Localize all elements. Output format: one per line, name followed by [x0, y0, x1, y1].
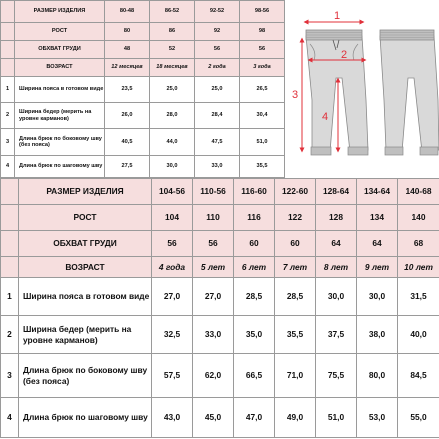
value-cell: 27,0	[152, 278, 193, 316]
size-cell: 110-56	[193, 179, 234, 205]
age-row	[1, 59, 285, 77]
row-label: Длина брюк по боковому шву (без пояса)	[19, 354, 152, 398]
size-cell: 116-60	[234, 179, 275, 205]
value-cell: 25,0	[195, 77, 240, 103]
value-cell: 23,5	[105, 77, 150, 103]
height-row	[1, 23, 285, 41]
row-label: Длина брюк по шаговому шву	[19, 398, 152, 438]
size-cell: 104-56	[152, 179, 193, 205]
measure-row	[1, 316, 439, 354]
big-size-table	[0, 178, 439, 438]
marker-2: 2	[341, 49, 348, 61]
value-cell: 26,5	[240, 77, 285, 103]
height-label: РОСТ	[15, 23, 105, 41]
height-cell: 140	[398, 205, 439, 231]
size-cell: 92-52	[195, 1, 240, 23]
chest-cell: 56	[240, 41, 285, 59]
row-number: 4	[1, 398, 19, 438]
row-number: 4	[1, 156, 15, 178]
value-cell: 30,4	[240, 103, 285, 129]
small-size-table	[0, 0, 285, 178]
measure-row	[1, 354, 439, 398]
value-cell: 57,5	[152, 354, 193, 398]
value-cell: 43,0	[152, 398, 193, 438]
value-cell: 28,4	[195, 103, 240, 129]
chest-cell: 56	[193, 231, 234, 257]
value-cell: 75,5	[316, 354, 357, 398]
chest-label: ОБХВАТ ГРУДИ	[19, 231, 152, 257]
value-cell: 32,5	[152, 316, 193, 354]
value-cell: 35,5	[275, 316, 316, 354]
row-number: 2	[1, 103, 15, 129]
row-label: Ширина пояса в готовом виде	[15, 77, 105, 103]
value-cell: 28,5	[234, 278, 275, 316]
value-cell: 31,5	[398, 278, 439, 316]
height-cell: 116	[234, 205, 275, 231]
age-cell: 4 года	[152, 257, 193, 278]
value-cell: 71,0	[275, 354, 316, 398]
chest-cell: 60	[234, 231, 275, 257]
age-cell: 9 лет	[357, 257, 398, 278]
age-cell: 2 года	[195, 59, 240, 77]
size-cell: 98-56	[240, 1, 285, 23]
row-number: 2	[1, 316, 19, 354]
size-cell: 122-60	[275, 179, 316, 205]
value-cell: 51,0	[316, 398, 357, 438]
age-cell: 10 лет	[398, 257, 439, 278]
value-cell: 62,0	[193, 354, 234, 398]
measure-row	[1, 398, 439, 438]
size-cell: 80-48	[105, 1, 150, 23]
value-cell: 44,0	[150, 129, 195, 156]
height-cell: 110	[193, 205, 234, 231]
chest-cell: 48	[105, 41, 150, 59]
chest-cell: 56	[195, 41, 240, 59]
value-cell: 45,0	[193, 398, 234, 438]
row-number: 1	[1, 278, 19, 316]
height-cell: 98	[240, 23, 285, 41]
height-cell: 122	[275, 205, 316, 231]
value-cell: 80,0	[357, 354, 398, 398]
value-cell: 84,5	[398, 354, 439, 398]
front-pants-icon	[306, 30, 368, 155]
value-cell: 40,0	[398, 316, 439, 354]
value-cell: 27,5	[105, 156, 150, 178]
chest-cell: 68	[398, 231, 439, 257]
height-cell: 104	[152, 205, 193, 231]
row-label: Ширина бедер (мерить на уровне карманов)	[15, 103, 105, 129]
age-cell: 18 месяцев	[150, 59, 195, 77]
age-label: ВОЗРАСТ	[19, 257, 152, 278]
row-number: 3	[1, 129, 15, 156]
size-cell: 140-68	[398, 179, 439, 205]
value-cell: 33,0	[195, 156, 240, 178]
value-cell: 66,5	[234, 354, 275, 398]
height-cell: 80	[105, 23, 150, 41]
size-header-label: РАЗМЕР ИЗДЕЛИЯ	[19, 179, 152, 205]
pants-diagram	[284, 0, 439, 178]
age-cell: 12 месяцев	[105, 59, 150, 77]
row-label: Длина брюк по боковому шву (без пояса)	[15, 129, 105, 156]
height-cell: 128	[316, 205, 357, 231]
size-header-label: РАЗМЕР ИЗДЕЛИЯ	[15, 1, 105, 23]
value-cell: 25,0	[150, 77, 195, 103]
measure-row	[1, 156, 285, 178]
value-cell: 37,5	[316, 316, 357, 354]
value-cell: 28,5	[275, 278, 316, 316]
value-cell: 55,0	[398, 398, 439, 438]
size-cell: 128-64	[316, 179, 357, 205]
value-cell: 35,5	[240, 156, 285, 178]
size-cell: 86-52	[150, 1, 195, 23]
value-cell: 47,5	[195, 129, 240, 156]
row-number: 1	[1, 77, 15, 103]
value-cell: 47,0	[234, 398, 275, 438]
value-cell: 33,0	[193, 316, 234, 354]
marker-4: 4	[322, 111, 329, 123]
row-label: Ширина пояса в готовом виде	[19, 278, 152, 316]
measure-row	[1, 103, 285, 129]
marker-3: 3	[292, 89, 299, 101]
height-cell: 134	[357, 205, 398, 231]
marker-1: 1	[334, 10, 341, 22]
chest-cell: 60	[275, 231, 316, 257]
size-cell: 134-64	[357, 179, 398, 205]
row-label: Ширина бедер (мерить на уровне карманов)	[19, 316, 152, 354]
age-cell: 6 лет	[234, 257, 275, 278]
value-cell: 30,0	[150, 156, 195, 178]
value-cell: 26,0	[105, 103, 150, 129]
height-cell: 92	[195, 23, 240, 41]
age-cell: 3 года	[240, 59, 285, 77]
chest-cell: 64	[357, 231, 398, 257]
height-row	[1, 205, 439, 231]
value-cell: 38,0	[357, 316, 398, 354]
chest-row	[1, 231, 439, 257]
row-label: Длина брюк по шаговому шву	[15, 156, 105, 178]
value-cell: 40,5	[105, 129, 150, 156]
height-label: РОСТ	[19, 205, 152, 231]
age-cell: 8 лет	[316, 257, 357, 278]
chest-cell: 56	[152, 231, 193, 257]
measure-row	[1, 129, 285, 156]
value-cell: 49,0	[275, 398, 316, 438]
chest-row	[1, 41, 285, 59]
row-number: 3	[1, 354, 19, 398]
age-cell: 7 лет	[275, 257, 316, 278]
measure-row	[1, 77, 285, 103]
value-cell: 30,0	[316, 278, 357, 316]
age-cell: 5 лет	[193, 257, 234, 278]
chest-label: ОБХВАТ ГРУДИ	[15, 41, 105, 59]
value-cell: 28,0	[150, 103, 195, 129]
size-row	[1, 179, 439, 205]
height-cell: 86	[150, 23, 195, 41]
age-label: ВОЗРАСТ	[15, 59, 105, 77]
chest-cell: 52	[150, 41, 195, 59]
value-cell: 51,0	[240, 129, 285, 156]
back-pants-icon	[380, 30, 439, 155]
value-cell: 30,0	[357, 278, 398, 316]
value-cell: 35,0	[234, 316, 275, 354]
value-cell: 53,0	[357, 398, 398, 438]
chest-cell: 64	[316, 231, 357, 257]
size-row	[1, 1, 285, 23]
value-cell: 27,0	[193, 278, 234, 316]
measure-row	[1, 278, 439, 316]
age-row	[1, 257, 439, 278]
